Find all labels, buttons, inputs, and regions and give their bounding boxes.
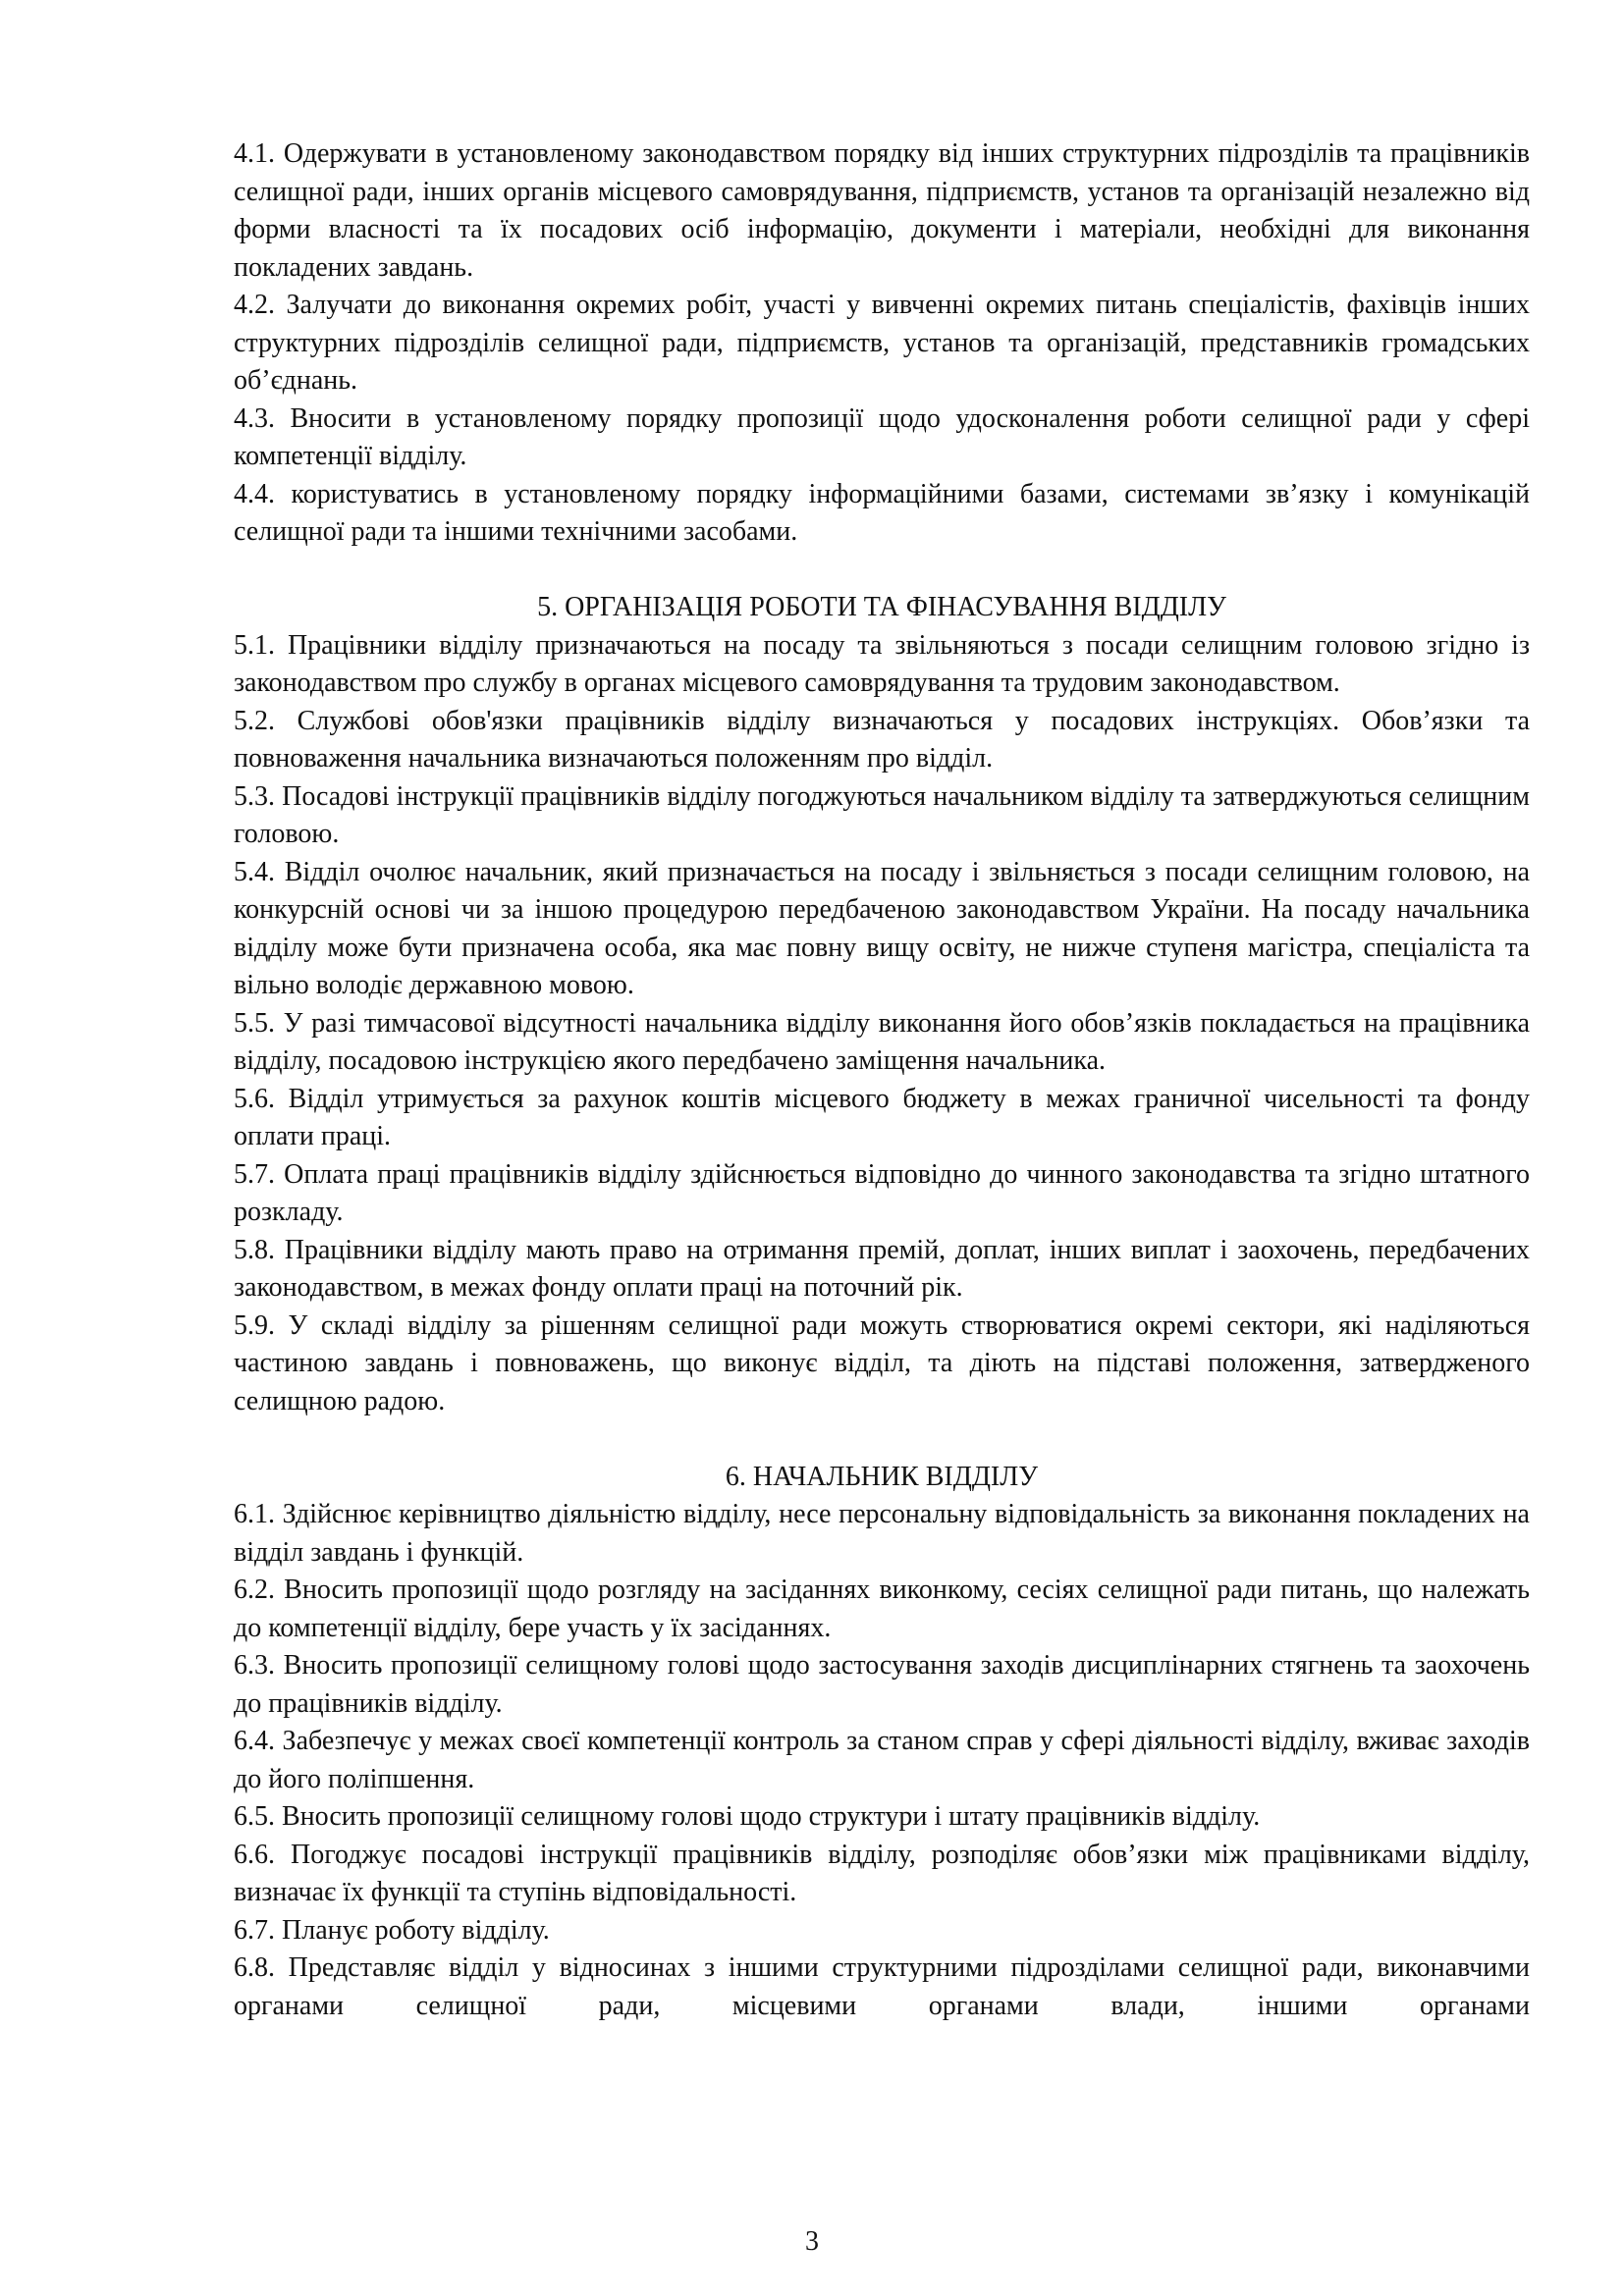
section-5-heading: 5. ОРГАНІЗАЦІЯ РОБОТИ ТА ФІНАСУВАННЯ ВІДДІЛУ xyxy=(537,592,1226,622)
paragraph-6-5: 6.5. Вносить пропозиції селищному голові щодо структури і штату працівників відділу. xyxy=(234,1801,1261,1832)
paragraph-6-1: 6.1. Здійснює керівництво діяльністю відділу, несе персональну відповідальність за виконання покладених на відділ завдань і функцій. xyxy=(234,1499,1530,1568)
section-gap xyxy=(234,552,1530,590)
paragraph-4-3: 4.3. Вносити в установленому порядку пропозиції щодо удосконалення роботи селищної ради у сфері компетенції відділу. xyxy=(234,402,1530,471)
paragraph-5-5: 5.5. У разі тимчасової відсутності начальника відділу виконання його обов’язків покладається на працівника відділу, посадовою інструкцією якого передбачено заміщення начальника. xyxy=(234,1007,1530,1076)
paragraph-5-8: 5.8. Працівники відділу мають право на отримання премій, доплат, інших виплат і заохочень, передбачених законодавством, в межах фонду оплати праці на поточний рік. xyxy=(234,1234,1530,1303)
paragraph-5-4: 5.4. Відділ очолює начальник, який призначається на посаду і звільняється з посади селищним головою, на конкурсній основі чи за іншою процедурою передбаченою законодавством України. На посаду начальника відділу може бути призначена особа, яка має повну вищу освіту, не нижче ступеня магістра, спеціаліста та вільно володіє державною мовою. xyxy=(234,856,1530,1000)
paragraph-6-8: 6.8. Представляє відділ у відносинах з іншими структурними підрозділами селищної ради, виконавчими органами селищної ради, місцевими органами влади, іншими органами xyxy=(234,1952,1530,2021)
section-6-heading: 6. НАЧАЛЬНИК ВІДДІЛУ xyxy=(725,1461,1039,1492)
paragraph-6-4: 6.4. Забезпечує у межах своєї компетенції контроль за станом справ у сфері діяльності відділу, вживає заходів до його поліпшення. xyxy=(234,1726,1530,1794)
paragraph-4-1: 4.1. Одержувати в установленому законодавством порядку від інших структурних підрозділів та працівників селищної ради, інших органів місцевого самоврядування, підприємств, установ та організацій незалежно від форми власності та їх посадових осіб інформацію, документи і матеріали, необхідні для виконання покладених завдань. xyxy=(234,138,1530,283)
page-number: 3 xyxy=(805,2226,819,2257)
paragraph-5-3: 5.3. Посадові інструкції працівників відділу погоджуються начальником відділу та затверджуються селищним головою. xyxy=(234,780,1530,849)
paragraph-5-6: 5.6. Відділ утримується за рахунок коштів місцевого бюджету в межах граничної чисельності та фонду оплати праці. xyxy=(234,1083,1530,1151)
paragraph-4-4: 4.4. користуватись в установленому порядку інформаційними базами, системами зв’язку і комунікацій селищної ради та іншими технічними засобами. xyxy=(234,478,1530,547)
paragraph-6-2: 6.2. Вносить пропозиції щодо розгляду на засіданнях виконкому, сесіях селищної ради питань, що належать до компетенції відділу, бере участь у їх засіданнях. xyxy=(234,1575,1530,1643)
paragraph-5-1: 5.1. Працівники відділу призначаються на посаду та звільняються з посади селищним головою згідно із законодавством про службу в органах місцевого самоврядування та трудовим законодавством. xyxy=(234,629,1530,698)
paragraph-5-7: 5.7. Оплата праці працівників відділу здійснюється відповідно до чинного законодавства та згідно штатного розкладу. xyxy=(234,1158,1530,1227)
paragraph-5-2: 5.2. Службові обов'язки працівників відділу визначаються у посадових інструкціях. Обов’язки та повноваження начальника визначаються положенням про відділ. xyxy=(234,705,1530,774)
section-gap xyxy=(234,1420,1530,1459)
paragraph-6-6: 6.6. Погоджує посадові інструкції працівників відділу, розподіляє обов’язки між працівниками відділу, визначає їх функції та ступінь відповідальності. xyxy=(234,1839,1530,1907)
paragraph-5-9: 5.9. У складі відділу за рішенням селищної ради можуть створюватися окремі сектори, які наділяються частиною завдань і повноважень, що виконує відділ, та діють на підставі положення, затвердженого селищною радою. xyxy=(234,1309,1530,1416)
paragraph-6-3: 6.3. Вносить пропозиції селищному голові щодо застосування заходів дисциплінарних стягнень та заохочень до працівників відділу. xyxy=(234,1650,1530,1719)
document-page xyxy=(234,135,1530,2025)
paragraph-4-2: 4.2. Залучати до виконання окремих робіт, участі у вивченні окремих питань спеціалістів, фахівців інших структурних підрозділів селищної ради, підприємств, установ та організацій, представників громадських об’єднань. xyxy=(234,290,1530,396)
paragraph-6-7: 6.7. Планує роботу відділу. xyxy=(234,1914,550,1946)
